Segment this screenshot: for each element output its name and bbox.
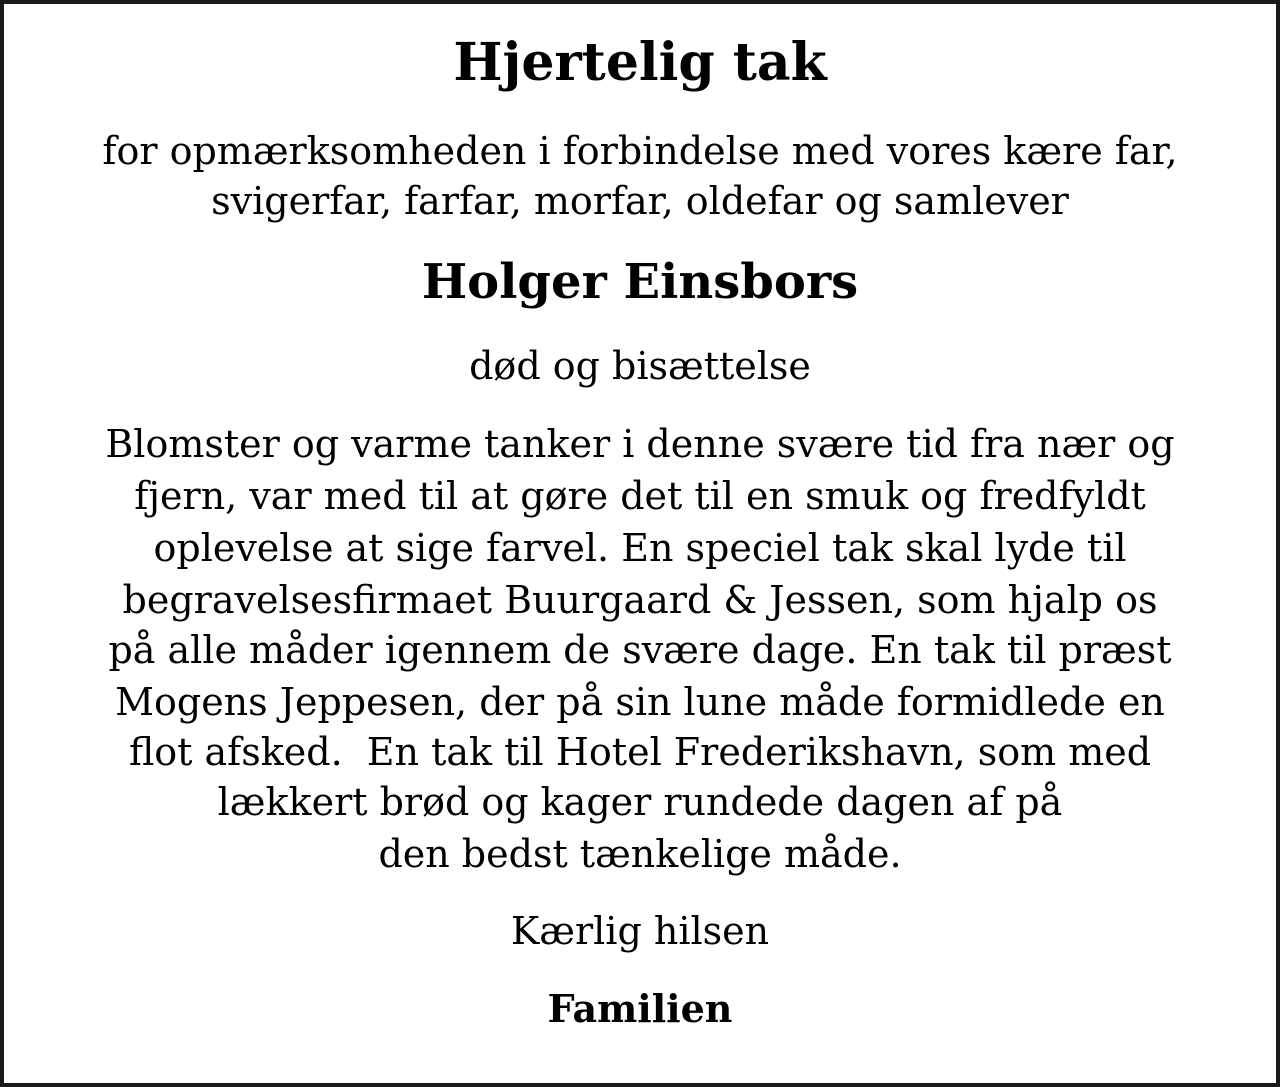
body-line-5: på alle måder igennem de svære dage. En tak til præst [108, 628, 1172, 672]
intro-line-2: svigerfar, farfar, morfar, oldefar og samlever [211, 179, 1069, 223]
body-line-2: fjern, var med til at gøre det til en smuk og fredfyldt [134, 474, 1146, 518]
signature: Familien [547, 986, 733, 1031]
body-line-6: Mogens Jeppesen, der på sin lune måde formidlede en [115, 680, 1165, 724]
body-line-1: Blomster og varme tanker i denne svære tid fra nær og [105, 422, 1175, 466]
deceased-name: Holger Einsbors [421, 254, 859, 310]
occasion: død og bisættelse [469, 344, 811, 388]
intro-line-1: for opmærksomheden i forbindelse med vores kære far, [102, 129, 1178, 173]
headline: Hjertelig tak [453, 32, 827, 93]
body-line-4: begravelsesfirmaet Buurgaard & Jessen, som hjalp os [122, 578, 1158, 622]
body-line-3: oplevelse at sige farvel. En speciel tak skal lyde til [153, 526, 1127, 570]
body-line-9: den bedst tænkelige måde. [378, 832, 902, 876]
body-line-8: lækkert brød og kager rundede dagen af på [217, 780, 1063, 824]
greeting: Kærlig hilsen [510, 909, 770, 953]
body-line-7: flot afsked. En tak til Hotel Frederikshavn, som med [128, 730, 1152, 774]
